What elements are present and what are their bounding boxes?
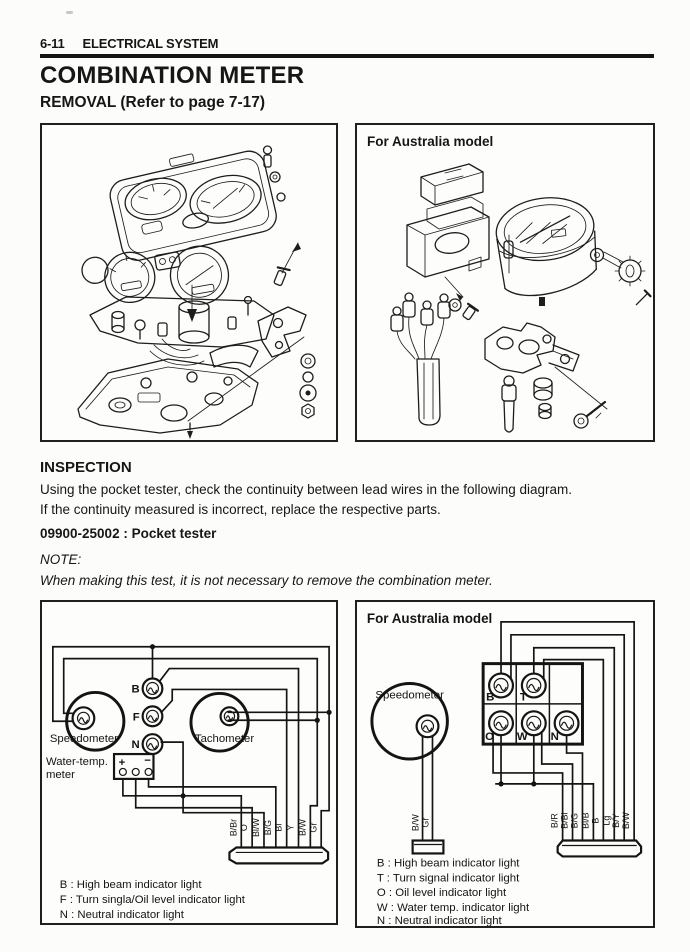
- wire-harness: [391, 293, 450, 425]
- scan-speck: [66, 11, 73, 14]
- speedo-connector: [413, 841, 444, 854]
- header-rule: [40, 54, 654, 58]
- legend-line: T : Turn signal indicator light: [376, 872, 520, 885]
- wire-label: B/Y: [611, 813, 622, 828]
- speedometer-bulb-icon: [73, 707, 95, 729]
- figure-wiring-standard: [40, 600, 338, 925]
- legend-line: O : Oil level indicator light: [376, 887, 507, 900]
- wire-label: B/R: [549, 813, 560, 829]
- wiring-diagram-standard: [42, 602, 336, 923]
- lower-fasteners: [502, 367, 607, 432]
- speedometer-bulb-icon: [417, 715, 439, 737]
- wiring-diagram-australia: [357, 602, 653, 926]
- figure-exploded-australia: [355, 123, 655, 442]
- bulb-label-b: B: [131, 683, 140, 696]
- wire-label: Bl: [273, 823, 284, 832]
- block-label-w: W: [516, 731, 528, 744]
- tachometer-label: Tachometer: [194, 733, 255, 746]
- wire-label: B/G: [569, 812, 580, 829]
- wire-label: B/G: [262, 819, 273, 836]
- wire-label: Gr: [308, 822, 319, 833]
- wires: [420, 622, 635, 841]
- australia-figure-label: For Australia model: [366, 610, 493, 626]
- tachometer-bulb-icon: [221, 707, 239, 725]
- wire-label: B/W: [410, 814, 421, 832]
- wire-label: B/Bl: [559, 812, 570, 829]
- page-header: [40, 36, 218, 51]
- legend-line: B : High beam indicator light: [59, 879, 202, 892]
- section-title: ELECTRICAL SYSTEM: [82, 36, 219, 51]
- junction-dots: [150, 644, 332, 798]
- meter-chassis: [90, 285, 274, 367]
- connector-block: [558, 841, 641, 857]
- australia-figure-label: For Australia model: [367, 134, 494, 149]
- page-title: COMBINATION METER: [40, 62, 305, 89]
- exploded-australia-drawing: [357, 125, 653, 440]
- legend-line: B : High beam indicator light: [376, 857, 520, 870]
- legend-line: F : Turn singla/Oil level indicator light: [59, 894, 245, 907]
- note-text: When making this test, it is not necessary to remove the combination meter.: [40, 573, 493, 588]
- wires: [53, 647, 329, 848]
- bulb-label-f: F: [132, 711, 140, 724]
- note-label: NOTE:: [40, 552, 82, 567]
- figure-exploded-combination-meter: [40, 123, 338, 442]
- wire-label: O: [239, 824, 250, 832]
- wire-label: B/W: [297, 819, 308, 837]
- wire-label: Gr: [420, 817, 431, 828]
- wire-label: B/Br: [228, 818, 239, 837]
- page-number: 6-11: [40, 36, 65, 51]
- wire-label: B/W: [621, 812, 632, 830]
- block-label-o: O: [485, 731, 495, 744]
- speedometer-label: Speedometer: [375, 689, 444, 702]
- inspection-line2: If the continuity measured is incorrect, replace the respective parts.: [40, 502, 441, 517]
- bulb-label-n: N: [131, 739, 140, 752]
- gauge-faces: [80, 235, 233, 324]
- indicator-bulb-f-icon: [143, 706, 163, 726]
- inspection-line1: Using the pocket tester, check the continuity between lead wires in the following diagram.: [40, 482, 573, 497]
- mount-bracket: [485, 323, 579, 373]
- water-temp-label-1: Water-temp.: [45, 755, 108, 768]
- connector-block: [229, 847, 328, 863]
- minus-sign: −: [144, 754, 151, 768]
- water-temp-label-2: meter: [45, 768, 75, 781]
- wire-label: Lg: [601, 815, 612, 826]
- speedometer-unit: [493, 192, 651, 307]
- screw: [634, 291, 651, 308]
- indicator-block: [483, 664, 582, 745]
- wire-labels: [550, 812, 632, 829]
- legend-line: N : Neutral indicator light: [59, 908, 184, 922]
- block-label-n: N: [550, 731, 559, 744]
- wire-label: Y: [285, 824, 296, 831]
- block-label-t: T: [519, 691, 527, 704]
- wire-label: Bl/W: [251, 818, 262, 838]
- block-label-b: B: [486, 691, 495, 704]
- plus-sign: +: [118, 756, 126, 769]
- wire-label: B: [590, 817, 601, 824]
- speedometer-label: Speedometer: [49, 733, 118, 746]
- inspection-heading: INSPECTION: [40, 459, 132, 476]
- legend-line: W : Water temp. indicator light: [376, 902, 530, 915]
- base-plate: [78, 359, 258, 439]
- legend: [60, 879, 246, 921]
- legend: [377, 857, 530, 926]
- indicator-bulb-b-icon: [143, 679, 163, 699]
- indicator-bulb-n-icon: [143, 734, 163, 754]
- figure-wiring-australia: [355, 600, 655, 928]
- legend-line: N : Neutral indicator light: [376, 915, 502, 926]
- tool-number: 09900-25002 : Pocket tester: [40, 526, 217, 541]
- exploded-meter-drawing: [42, 125, 336, 440]
- meter-housing: [105, 138, 280, 263]
- wire-label: Bl/B: [580, 812, 591, 829]
- removal-heading: REMOVAL (Refer to page 7-17): [40, 94, 266, 111]
